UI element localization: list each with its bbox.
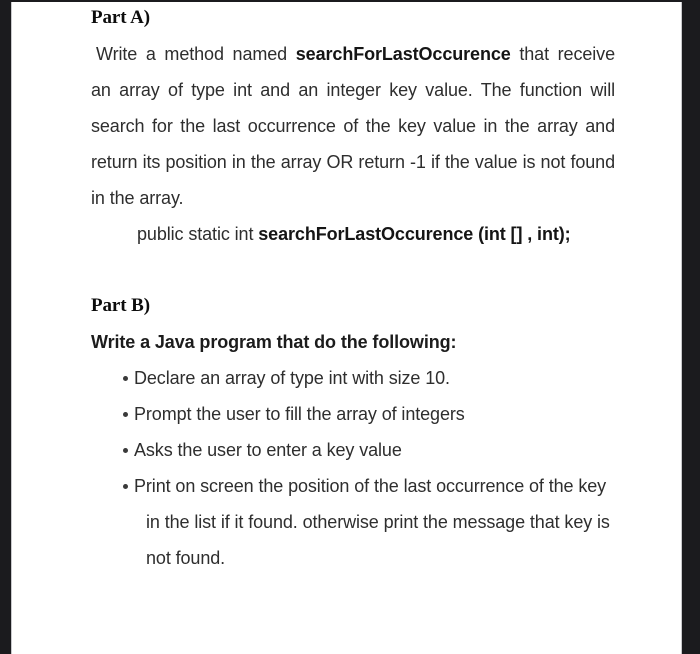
blank-line (91, 252, 651, 288)
part-b-heading: Part B) (91, 295, 150, 316)
left-edge-bar (0, 0, 12, 654)
method-name-emphasis: searchForLastOccurence (295, 44, 511, 64)
right-edge-bar (681, 0, 700, 654)
list-item-print-position: Print on screen the position of the last occurrence of the key in the list if it found. otherwise print the message that key is not found. (91, 468, 615, 576)
method-signature-line (91, 216, 651, 252)
requirements-list (91, 360, 615, 576)
top-edge-line (0, 0, 700, 2)
part-a-paragraph (91, 36, 615, 216)
part-a-text-before: Write a method named (96, 44, 296, 64)
part-b-intro: Write a Java program that do the following: (91, 332, 457, 352)
part-a-text-after: that receive an array of type int and an integer key value. The function will search for the last occurrence of the key value in the array and return its position in the array OR return -1 if the value is not found in the array. (91, 44, 615, 208)
signature-plain-text: public static int (137, 224, 259, 244)
part-a-heading: Part A) (91, 7, 150, 28)
list-item-ask-key: Asks the user to enter a key value (91, 432, 615, 468)
list-item-prompt-fill: Prompt the user to fill the array of integers (91, 396, 615, 432)
signature-bold-text: searchForLastOccurence (int [] , int); (258, 224, 571, 244)
document-content (11, 0, 681, 654)
list-item-declare-array: Declare an array of type int with size 10. (91, 360, 615, 396)
